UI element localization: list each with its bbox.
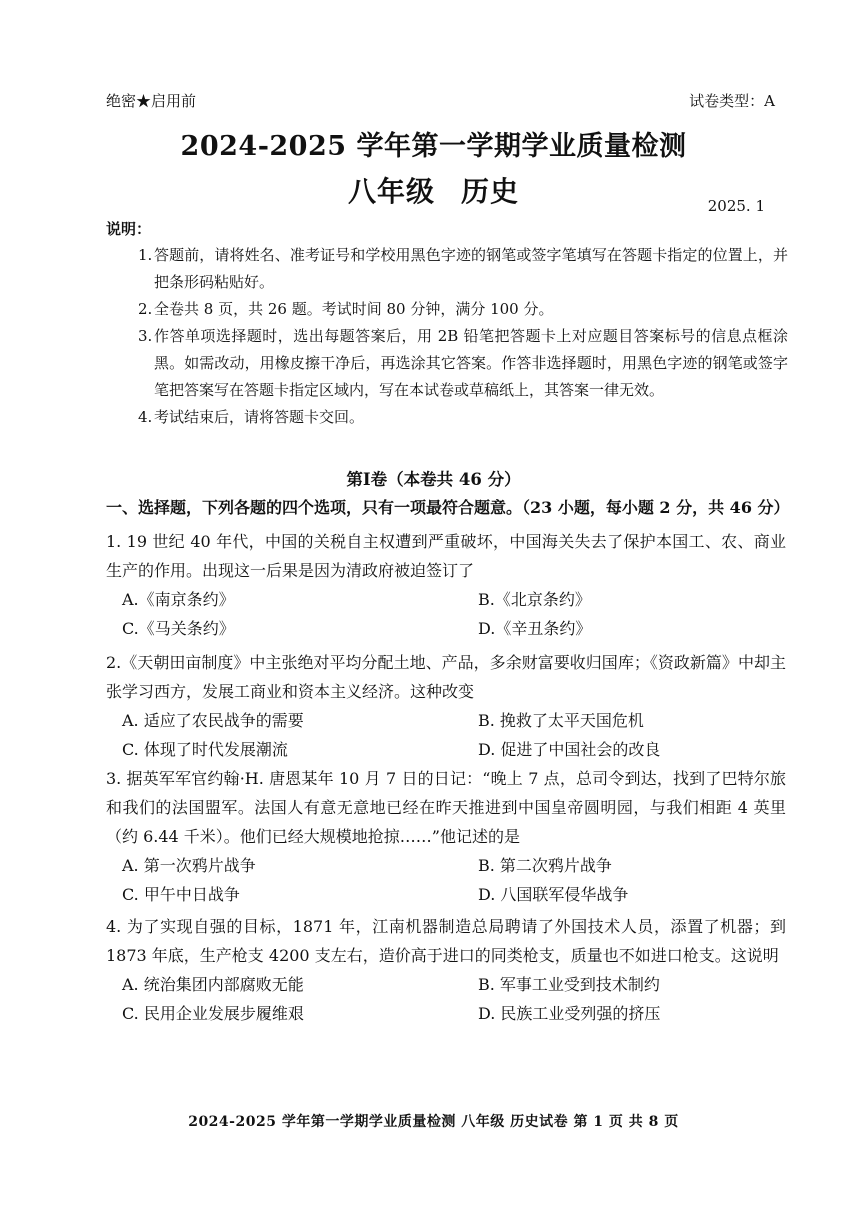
note-item: 3. 作答单项选择题时，选出每题答案后，用 2B 铅笔把答题卡上对应题目答案标号的信息点框涂黑。如需改动，用橡皮擦干净后，再选涂其它答案。作答非选择题时，用黑色字迹的钢笔或签字笔把答案写在答题卡指定区域内，写在本试卷或草稿纸上，其答案一律无效。 [138,327,788,399]
subject-label: 历史 [461,175,520,208]
options-grid [122,585,786,643]
option-b: B. 挽救了太平天国危机 [478,711,644,730]
grade-label: 八年级 [347,175,435,208]
option-d: D. 八国联军侵华战争 [478,885,629,904]
question-stem: 4. 为了实现自强的目标，1871 年，江南机器制造总局聘请了外国技术人员，添置了机器；到 1873 年底，生产枪支 4200 支左右，造价高于进口的同类枪支，质量也不如进口枪支。这说明 [106,917,786,965]
option-b: B. 军事工业受到技术制约 [478,975,660,994]
part-title: 第Ⅰ卷（本卷共 46 分） [346,470,521,489]
confidential-label: 绝密★启用前 [106,92,197,110]
note-item: 4. 考试结束后，请将答题卡交回。 [138,408,365,426]
option-c: C. 甲午中日战争 [122,885,240,904]
exam-title: 2024-2025 学年第一学期学业质量检测 [180,131,687,162]
question-2 [106,648,786,764]
option-c: C. 民用企业发展步履维艰 [122,1004,304,1023]
section-instructions: 一、选择题，下列各题的四个选项，只有一项最符合题意。（23 小题，每小题 2 分，共 46 分） [106,498,790,517]
option-b: B. 第二次鸦片战争 [478,856,612,875]
exam-date: 2025. 1 [707,197,765,215]
option-c: C. 体现了时代发展潮流 [122,740,288,759]
option-d: D.《辛丑条约》 [478,619,592,638]
note-item: 1. 答题前，请将姓名、准考证号和学校用黑色字迹的钢笔或签字笔填写在答题卡指定的位置上，并把条形码粘贴好。 [138,246,788,291]
option-a: A. 适应了农民战争的需要 [122,711,304,730]
question-3 [106,764,786,909]
notes-list [138,242,788,431]
notes-heading: 说明： [106,220,152,238]
option-a: A. 第一次鸦片战争 [122,856,256,875]
options-grid [122,851,786,909]
option-a: A.《南京条约》 [122,590,235,609]
note-item: 2. 全卷共 8 页，共 26 题。考试时间 80 分钟，满分 100 分。 [138,300,554,318]
options-grid [122,706,786,764]
paper-type-label: 试卷类型：A [689,92,775,110]
question-4 [106,912,786,1028]
page-footer: 2024-2025 学年第一学期学业质量检测 八年级 历史试卷 第 1 页 共 8 页 [188,1114,679,1130]
options-grid [122,970,786,1028]
option-c: C.《马关条约》 [122,619,235,638]
option-b: B.《北京条约》 [478,590,591,609]
option-d: D. 促进了中国社会的改良 [478,740,661,759]
option-d: D. 民族工业受列强的挤压 [478,1004,661,1023]
question-stem: 1. 19 世纪 40 年代，中国的关税自主权遭到严重破坏，中国海关失去了保护本国工、农、商业生产的作用。出现这一后果是因为清政府被迫签订了 [106,532,786,580]
question-stem: 2.《天朝田亩制度》中主张绝对平均分配土地、产品，多余财富要收归国库；《资政新篇》中却主张学习西方，发展工商业和资本主义经济。这种改变 [106,653,786,701]
question-stem: 3. 据英军军官约翰·H. 唐恩某年 10 月 7 日的日记：“晚上 7 点，总司令到达，找到了巴特尔旅和我们的法国盟军。法国人有意无意地已经在昨天推进到中国皇帝圆明园，与我们相距 4 英里（约 6.44 千米）。他们已经大规模地抢掠……”他记述的是 [106,769,786,846]
question-1 [106,527,786,643]
option-a: A. 统治集团内部腐败无能 [122,975,304,994]
